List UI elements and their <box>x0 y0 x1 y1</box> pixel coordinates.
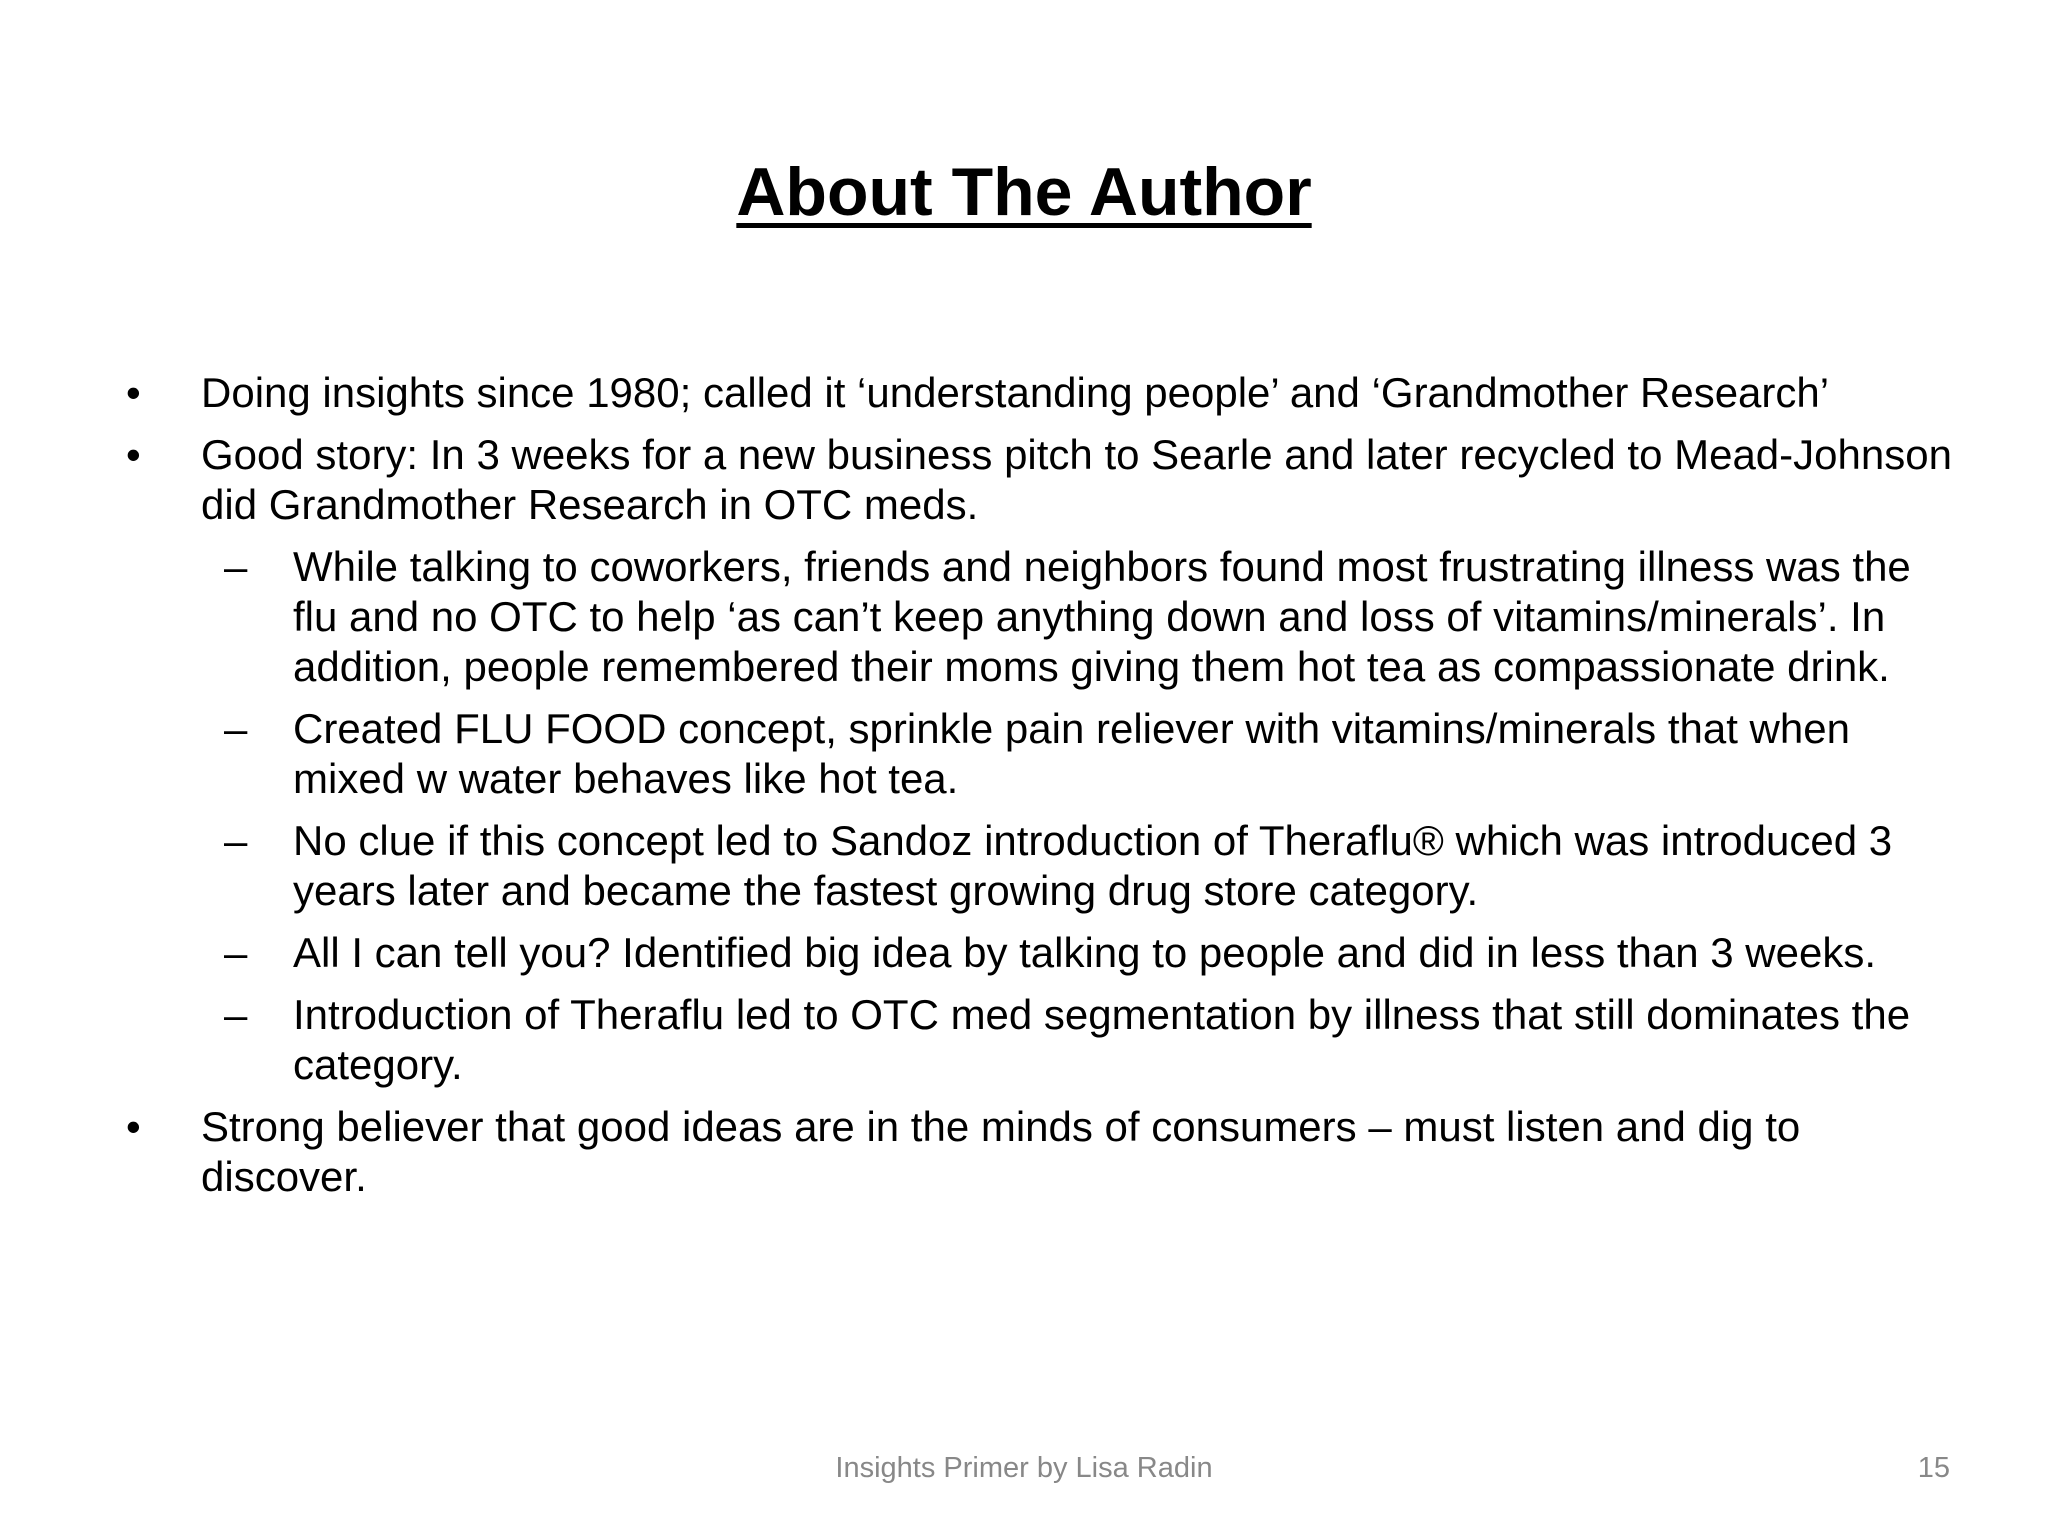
dash-marker: – <box>224 817 248 864</box>
sub-bullet-item <box>120 990 1960 1090</box>
bullet-text: Strong believer that good ideas are in the minds of consumers – must listen and dig to discover. <box>201 1103 1801 1200</box>
dash-marker: – <box>224 705 248 752</box>
sub-bullet-item <box>120 704 1960 804</box>
slide-footer: Insights Primer by Lisa Radin <box>835 1452 1213 1484</box>
sub-bullet-item <box>120 928 1960 978</box>
slide-title-text: About The Author <box>736 154 1312 230</box>
bullet-text: Doing insights since 1980; called it ‘understanding people’ and ‘Grandmother Research’ <box>201 369 1830 416</box>
sub-bullet-item <box>120 542 1960 692</box>
bullet-item <box>120 1102 1960 1202</box>
bullet-item <box>120 430 1960 530</box>
sub-bullet-text: All I can tell you? Identified big idea by talking to people and did in less than 3 weeks. <box>293 929 1877 976</box>
dash-marker: – <box>224 929 248 976</box>
bullet-marker: • <box>126 369 141 416</box>
bullet-marker: • <box>126 431 141 478</box>
bullet-item <box>120 368 1960 418</box>
slide-body <box>120 368 1960 1214</box>
sub-bullet-text: Introduction of Theraflu led to OTC med segmentation by illness that still dominates the category. <box>293 991 1911 1088</box>
slide-page-number: 15 <box>1917 1452 1950 1484</box>
bullet-marker: • <box>126 1103 141 1150</box>
sub-bullet-text: No clue if this concept led to Sandoz introduction of Theraflu® which was introduced 3 years later and became the fastest growing drug store category. <box>293 817 1893 914</box>
sub-bullet-item <box>120 816 1960 916</box>
sub-bullet-text: Created FLU FOOD concept, sprinkle pain reliever with vitamins/minerals that when mixed w water behaves like hot tea. <box>293 705 1850 802</box>
slide-title <box>0 150 2048 234</box>
sub-bullet-text: While talking to coworkers, friends and neighbors found most frustrating illness was the flu and no OTC to help ‘as can’t keep anything down and loss of vitamins/minerals’. In addition, people remembered their moms giving them hot tea as compassionate drink. <box>293 543 1911 690</box>
bullet-text: Good story: In 3 weeks for a new business pitch to Searle and later recycled to Mead-Johnson did Grandmother Research in OTC meds. <box>201 431 1952 528</box>
dash-marker: – <box>224 543 248 590</box>
dash-marker: – <box>224 991 248 1038</box>
